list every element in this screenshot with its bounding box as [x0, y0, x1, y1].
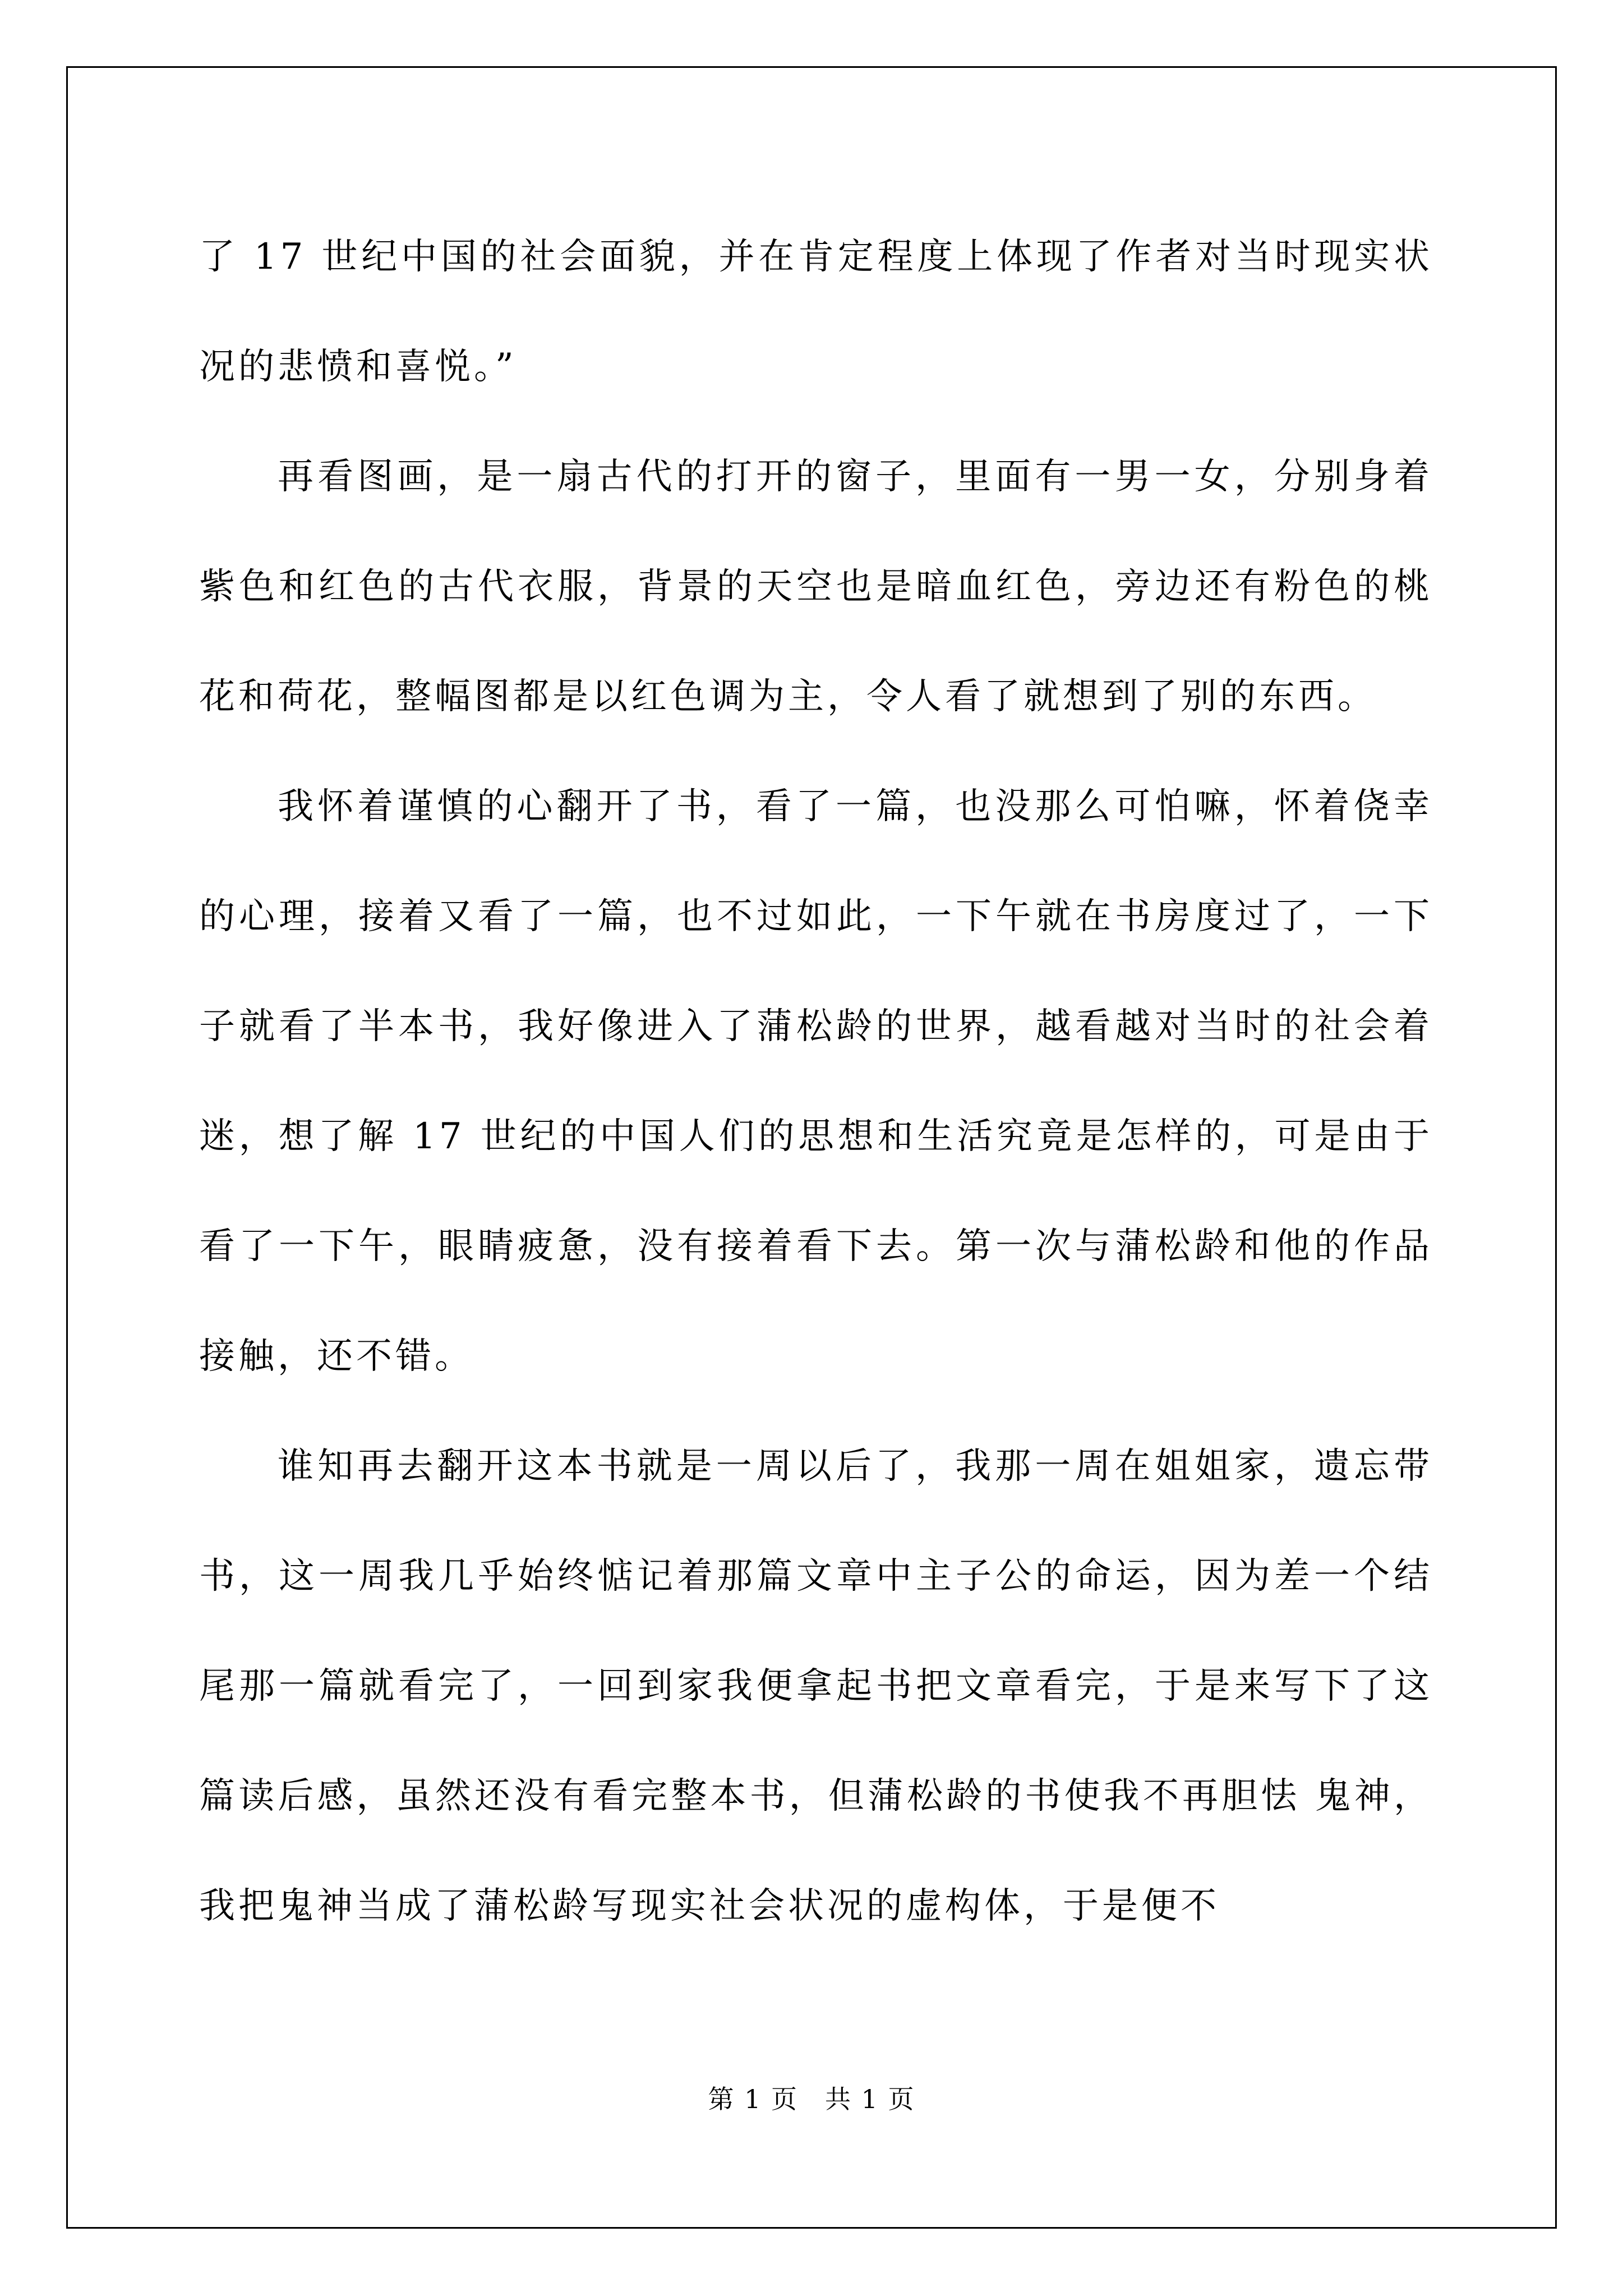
paragraph: 谁知再去翻开这本书就是一周以后了，我那一周在姐姐家，遗忘带书，这一周我几乎始终惦记着那篇文章中主子公的命运，因为差一个结尾那一篇就看完了，一回到家我便拿起书把文章看完，于是来写下了这篇读后感，虽然还没有看完整本书，但蒲松龄的书使我不再胆怯 鬼神，我把鬼神当成了蒲松龄写现实社会状况的虚构体，于是便不: [199, 1446, 1433, 1927]
page-number-footer: 第 1 页 共 1 页: [708, 2084, 915, 2114]
paragraph: 我怀着谨慎的心翻开了书，看了一篇，也没那么可怕嘛，怀着侥幸的心理，接着又看了一篇，也不过如此，一下午就在书房度过了，一下子就看了半本书，我好像进入了蒲松龄的世界，越看越对当时的社会着迷，想了解 17 世纪的中国人们的思想和生活究竟是怎样的，可是由于看了一下午，眼睛疲惫，没有接着看下去。第一次与蒲松龄和他的作品接触，还不错。: [199, 786, 1433, 1377]
document-body: [199, 202, 1433, 1961]
paragraph: 了 17 世纪中国的社会面貌，并在肯定程度上体现了作者对当时现实状况的悲愤和喜悦。”: [199, 236, 1433, 388]
paragraph: 再看图画，是一扇古代的打开的窗子，里面有一男一女，分别身着紫色和红色的古代衣服，背景的天空也是暗血红色，旁边还有粉色的桃花和荷花，整幅图都是以红色调为主，令人看了就想到了别的东西。: [199, 456, 1433, 717]
